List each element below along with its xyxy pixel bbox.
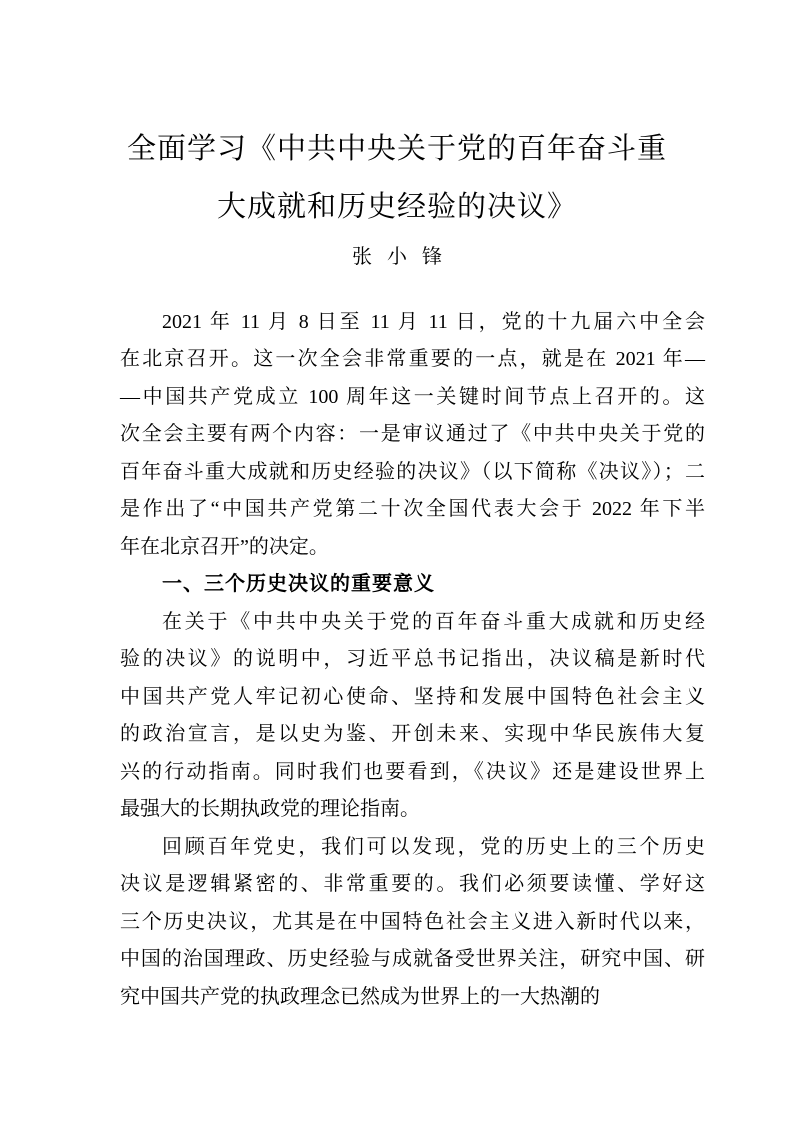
paragraph [120, 829, 705, 1017]
paragraph-line: —中国共产党成立 100 周年这一关键时间节点上召开的。这 [120, 385, 705, 408]
paragraph-line: 2021 年 11 月 8 日至 11 月 11 日，党的十九届六中全会 [162, 310, 705, 333]
paragraph [120, 604, 705, 829]
paragraph-line: 年在北京召开”的决定。 [120, 535, 329, 558]
paragraph-line: 中国的治国理政、历史经验与成就备受世界关注，研究中国、研 [120, 948, 705, 970]
section-heading: 一、三个历史决议的重要意义 [162, 573, 435, 595]
author-line [0, 239, 794, 277]
paragraph-line: 在关于《中共中央关于党的百年奋斗重大成就和历史经 [162, 610, 705, 633]
paragraph-line: 决议是逻辑紧密的、非常重要的。我们必须要读懂、学好这 [120, 873, 705, 895]
paragraph [120, 304, 705, 567]
paragraph-line: 究中国共产党的执政理念已然成为世界上的一大热潮的 [120, 985, 600, 1008]
paragraph-line: 在北京召开。这一次全会非常重要的一点，就是在 2021 年— [120, 348, 705, 370]
document-title-line-2: 大成就和历史经验的决议》 [216, 191, 577, 223]
paragraph-line: 回顾百年党史，我们可以发现，党的历史上的三个历史 [162, 835, 705, 858]
paragraph-line: 的政治宣言，是以史为鉴、开创未来、实现中华民族伟大复 [120, 723, 705, 745]
document-body [120, 304, 705, 1017]
paragraph-line: 三个历史决议，尤其是在中国特色社会主义进入新时代以来， [120, 910, 705, 933]
paragraph-line: 兴的行动指南。同时我们也要看到，《决议》还是建设世界上 [120, 760, 705, 783]
paragraph-line: 最强大的长期执政党的理论指南。 [120, 798, 420, 820]
paragraph-line: 中国共产党人牢记初心使命、坚持和发展中国特色社会主义 [120, 685, 705, 708]
document-title-line-1: 全面学习《中共中央关于党的百年奋斗重 [126, 133, 667, 165]
paragraph-line: 验的决议》的说明中，习近平总书记指出，决议稿是新时代 [120, 648, 705, 670]
paragraph-line: 次全会主要有两个内容：一是审议通过了《中共中央关于党的 [120, 423, 705, 445]
document-title [0, 120, 794, 236]
paragraph-line: 是作出了“中国共产党第二十次全国代表大会于 2022 年下半 [120, 498, 705, 520]
paragraph-line: 百年奋斗重大成就和历史经验的决议》（以下简称《决议》）；二 [120, 460, 705, 483]
author-name: 张小锋 [352, 246, 457, 268]
